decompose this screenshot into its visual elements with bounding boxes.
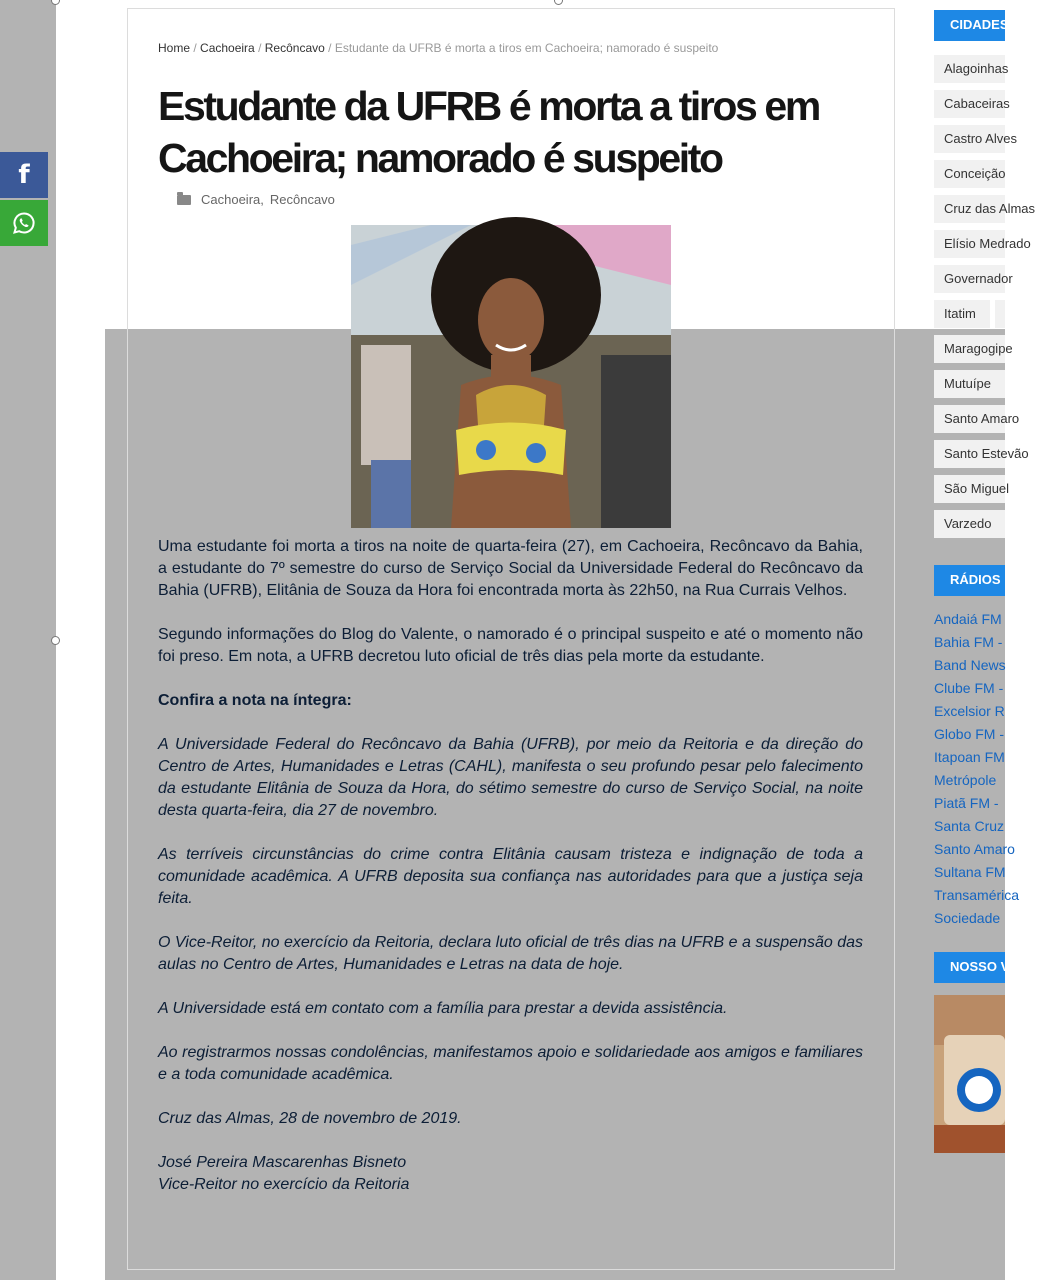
whatsapp-icon bbox=[12, 211, 36, 235]
video-thumbnail[interactable] bbox=[934, 995, 1005, 1153]
radio-link[interactable]: Metrópole bbox=[934, 772, 997, 788]
cities-widget-title: CIDADES bbox=[934, 10, 1005, 40]
article-photo bbox=[351, 225, 671, 528]
whatsapp-share-button[interactable] bbox=[0, 200, 48, 246]
city-tag[interactable]: Governador bbox=[934, 265, 1005, 293]
note-paragraph: Cruz das Almas, 28 de novembro de 2019. bbox=[158, 1110, 462, 1127]
radio-link[interactable]: Globo FM - bbox=[934, 726, 1005, 742]
radio-link[interactable]: Band News bbox=[934, 657, 1006, 673]
radio-link[interactable]: Bahia FM - bbox=[934, 634, 1003, 650]
breadcrumb: Home / Cachoeira / Recôncavo / Estudante da UFRB é morta a tiros em Cachoeira; namorado é suspeito bbox=[158, 41, 719, 55]
city-tag[interactable]: Elísio Medrado bbox=[934, 230, 1005, 258]
city-tag[interactable]: São Miguel bbox=[934, 475, 1005, 503]
note-paragraph: O Vice-Reitor, no exercício da Reitoria, declara luto oficial de três dias na UFRB e a suspensão das aulas no Centro de Artes, Humanidades e Letras na data de hoje. bbox=[158, 934, 863, 973]
cities-widget-underline bbox=[934, 39, 1005, 41]
resize-handle-top-left[interactable] bbox=[51, 0, 60, 5]
signature-role: Vice-Reitor no exercício da Reitoria bbox=[158, 1176, 410, 1193]
breadcrumb-current: Estudante da UFRB é morta a tiros em Cachoeira; namorado é suspeito bbox=[334, 41, 719, 55]
video-widget-title: NOSSO VÍDEO bbox=[934, 952, 1005, 982]
radio-link[interactable]: Transamérica bbox=[934, 887, 1020, 903]
post-categories bbox=[177, 192, 335, 207]
radio-link[interactable]: Sultana FM bbox=[934, 864, 1006, 880]
article-photo-illustration bbox=[351, 225, 671, 528]
city-tag[interactable]: Santo Estevão bbox=[934, 440, 1005, 468]
folder-icon bbox=[177, 195, 191, 205]
radio-link[interactable]: Clube FM - bbox=[934, 680, 1004, 696]
city-tag[interactable]: Mutuípe bbox=[934, 370, 1005, 398]
article-paragraph: Segundo informações do Blog do Valente, o namorado é o principal suspeito e até o momento não foi preso. Em nota, a UFRB decretou luto oficial de três dias pela morte da estudante. bbox=[158, 626, 863, 665]
resize-handle-top[interactable] bbox=[554, 0, 563, 5]
radio-link[interactable]: Piatã FM - bbox=[934, 795, 999, 811]
category-link-reconcavo[interactable]: Recôncavo bbox=[269, 192, 335, 207]
breadcrumb-home[interactable]: Home bbox=[158, 41, 191, 55]
city-tag-partial[interactable] bbox=[995, 300, 1005, 328]
radios-widget-title: RÁDIOS bbox=[934, 565, 1005, 595]
article-paragraph: Uma estudante foi morta a tiros na noite de quarta-feira (27), em Cachoeira, Recôncavo da Bahia, a estudante do 7º semestre do curso de Serviço Social da Universidade Federal do Recôncavo da Bahia (UFRB), Elitânia de Souza da Hora foi encontrada morta às 22h50, na Rua Currais Velhos. bbox=[158, 538, 863, 599]
city-tag[interactable]: Castro Alves bbox=[934, 125, 1005, 153]
note-paragraph: Ao registrarmos nossas condolências, manifestamos apoio e solidariedade aos amigos e familiares e a toda comunidade acadêmica. bbox=[158, 1044, 863, 1083]
city-tag[interactable]: Cruz das Almas bbox=[934, 195, 1005, 223]
radio-link[interactable]: Itapoan FM bbox=[934, 749, 1005, 765]
note-paragraph: As terríveis circunstâncias do crime contra Elitânia causam tristeza e indignação de toda a comunidade acadêmica. A UFRB deposita sua confiança nas autoridades para que a justiça seja feita. bbox=[158, 846, 863, 907]
breadcrumb-reconcavo[interactable]: Recôncavo bbox=[264, 41, 325, 55]
city-tag[interactable]: Santo Amaro bbox=[934, 405, 1005, 433]
city-tag[interactable]: Maragogipe bbox=[934, 335, 1005, 363]
page-title: Estudante da UFRB é morta a tiros em Cachoeira; namorado é suspeito bbox=[158, 83, 819, 181]
city-tag[interactable]: Cabaceiras bbox=[934, 90, 1005, 118]
city-tag[interactable]: Varzedo bbox=[934, 510, 1005, 538]
city-tag[interactable]: Alagoinhas bbox=[934, 55, 1005, 83]
video-widget-underline bbox=[934, 981, 1005, 983]
resize-handle-left[interactable] bbox=[51, 636, 60, 645]
video-thumbnail-art bbox=[934, 995, 1005, 1153]
city-tag[interactable]: Conceição bbox=[934, 160, 1005, 188]
city-tag[interactable]: Itatim bbox=[934, 300, 990, 328]
radio-link[interactable]: Excelsior R bbox=[934, 703, 1005, 719]
note-paragraph: A Universidade Federal do Recôncavo da Bahia (UFRB), por meio da Reitoria e da direção do Centro de Artes, Humanidades e Letras (CAHL), manifesta o seu profundo pesar pelo falecimento da estudante Elitânia de Souza da Hora, do sétimo semestre do curso de Serviço Social, na noite desta quarta-feira, dia 27 de novembro. bbox=[158, 736, 863, 819]
radio-link[interactable]: Andaiá FM bbox=[934, 611, 1002, 627]
facebook-share-button[interactable] bbox=[0, 152, 48, 198]
radio-link[interactable]: Sociedade bbox=[934, 910, 1001, 926]
article-body bbox=[158, 536, 863, 1196]
note-heading: Confira a nota na íntegra: bbox=[158, 692, 352, 709]
category-link-cachoeira[interactable]: Cachoeira, bbox=[201, 192, 264, 207]
note-paragraph: A Universidade está em contato com a família para prestar a devida assistência. bbox=[158, 1000, 728, 1017]
breadcrumb-cachoeira[interactable]: Cachoeira bbox=[200, 41, 255, 55]
radios-widget-underline bbox=[934, 594, 1005, 596]
signature bbox=[158, 1152, 863, 1196]
radio-link[interactable]: Santa Cruz bbox=[934, 818, 1005, 834]
signature-name: José Pereira Mascarenhas Bisneto bbox=[158, 1154, 407, 1171]
facebook-icon: f bbox=[18, 160, 30, 190]
radio-link[interactable]: Santo Amaro bbox=[934, 841, 1015, 857]
